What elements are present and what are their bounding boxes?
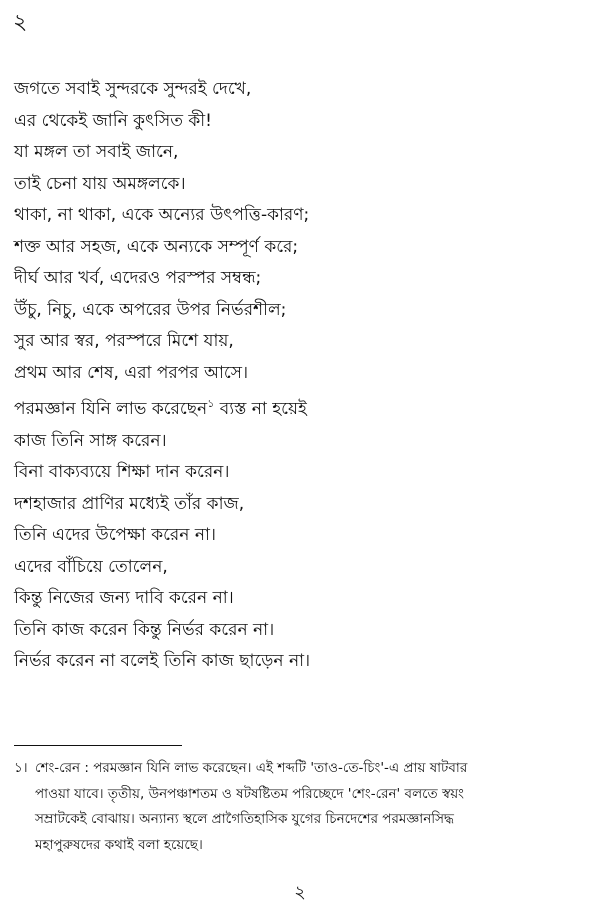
verse-line: দীর্ঘ আর খর্ব, এদেরও পরস্পর সম্বন্ধ; xyxy=(14,268,262,288)
footnote-line: পাওয়া যাবে। তৃতীয়, উনপঞ্চাশতম ও ষটষষ্টিতম পরিচ্ছেদে 'শেং-রেন' বলতে স্বয়ং xyxy=(35,785,464,802)
page-number-top: ২ xyxy=(13,10,28,35)
footnote-divider xyxy=(14,745,182,746)
verse-text: পরমজ্ঞান যিনি লাভ করেছেন xyxy=(14,399,208,419)
verse-line: প্রথম আর শেষ, এরা পরপর আসে। xyxy=(14,362,249,383)
verse-line: যা মঙ্গল তা সবাই জানে, xyxy=(14,142,179,162)
footnote-line: সম্রাটকেই বোঝায়। অন্যান্য স্থলে প্রাগৈতিহাসিক যুগের চিনদেশের পরমজ্ঞানসিদ্ধ xyxy=(35,811,454,827)
verse-line: থাকা, না থাকা, একে অন্যের উৎপত্তি-কারণ; xyxy=(14,205,310,225)
verse-line: কিন্তু নিজের জন্য দাবি করেন না। xyxy=(14,588,234,608)
verse-line: তাই চেনা যায় অমঙ্গলকে। xyxy=(14,173,186,194)
verse-line: তিনি এদের উপেক্ষা করেন না। xyxy=(14,525,216,545)
footnote-reference-mark[interactable]: ১ xyxy=(207,397,215,410)
verse-line: এদের বাঁচিয়ে তোলেন, xyxy=(14,556,168,577)
page-number-bottom: ২ xyxy=(294,882,306,903)
verse-line: নির্ভর করেন না বলেই তিনি কাজ ছাড়েন না। xyxy=(14,651,311,671)
verse-line-with-footnote xyxy=(14,394,586,426)
footnote-text: শেং-রেন : পরমজ্ঞান যিনি লাভ করেছেন। এই শব্দটি 'তাও-তে-চিং'-এ প্রায় ষাটবার xyxy=(35,760,468,776)
footnote-number: ১। xyxy=(14,760,28,776)
verse-line: দশহাজার প্রাণির মধ্যেই তাঁর কাজ, xyxy=(14,493,245,514)
verse-line: শক্ত আর সহজ, একে অন্যকে সম্পূর্ণ করে; xyxy=(14,236,299,257)
verse-line: তিনি কাজ করেন কিন্তু নির্ভর করেন না। xyxy=(14,619,275,640)
verse-line: জগতে সবাই সুন্দরকে সুন্দরই দেখে, xyxy=(14,79,252,99)
footnote-line: মহাপুরুষদের কথাই বলা হয়েছে। xyxy=(35,836,203,853)
verse-line: বিনা বাক্যব্যয়ে শিক্ষা দান করেন। xyxy=(14,462,230,482)
stanza-one xyxy=(14,74,586,389)
stanza-two xyxy=(14,394,586,678)
verse-line: সুর আর স্বর, পরস্পরে মিশে যায়, xyxy=(14,331,234,351)
verse-text: ব্যস্ত না হয়েই xyxy=(214,399,307,419)
verse-line: এর থেকেই জানি কুৎসিত কী! xyxy=(14,110,212,131)
footnote xyxy=(14,756,588,858)
footnote-line xyxy=(14,756,588,782)
verse-line: উঁচু, নিচু, একে অপরের উপর নির্ভরশীল; xyxy=(14,299,287,320)
verse-line: কাজ তিনি সাঙ্গ করেন। xyxy=(14,430,167,451)
